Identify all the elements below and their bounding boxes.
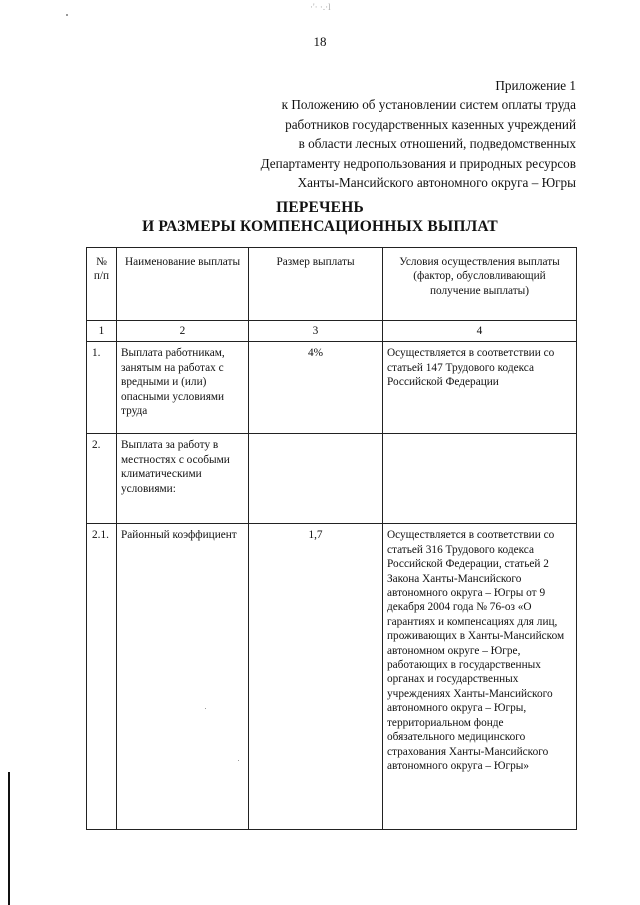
row-conditions: Осуществляется в соответствии со статьей 147 Трудового кодекса Российской Федерации bbox=[383, 342, 577, 434]
appendix-line: Приложение 1 bbox=[495, 78, 576, 93]
appendix-line: в области лесных отношений, подведомственных bbox=[298, 136, 576, 152]
row-conditions bbox=[383, 434, 577, 524]
appendix-header bbox=[156, 76, 576, 192]
row-number: 2.1. bbox=[87, 524, 117, 830]
scan-speck bbox=[238, 760, 239, 761]
table-row bbox=[87, 434, 577, 524]
document-title bbox=[0, 198, 640, 236]
table-row bbox=[87, 342, 577, 434]
row-name: Выплата за работу в местностях с особыми климатическими условиями: bbox=[117, 434, 249, 524]
table-row bbox=[87, 524, 577, 830]
column-number: 2 bbox=[117, 321, 249, 342]
appendix-line: Ханты-Мансийского автономного округа – Югры bbox=[297, 175, 576, 191]
column-number: 3 bbox=[249, 321, 383, 342]
row-size: 4% bbox=[249, 342, 383, 434]
column-numbers-row bbox=[87, 321, 577, 342]
column-number: 1 bbox=[87, 321, 117, 342]
table-header-row bbox=[87, 248, 577, 321]
header-conditions: Условия осуществления выплаты (фактор, обусловливающий получение выплаты) bbox=[383, 248, 577, 321]
scan-artifact: ·'· ·.·l bbox=[310, 2, 331, 12]
row-name: Выплата работникам, занятым на работах с вредными и (или) опасными условиями труда bbox=[117, 342, 249, 434]
scan-speck bbox=[205, 708, 206, 709]
row-conditions: Осуществляется в соответствии со статьей 316 Трудового кодекса Российской Федерации, статьей 2 Закона Ханты-Мансийского автономного округа – Югры от 9 декабря 2004 года № 76-оз «О гарантиях и компенсациях для лиц, проживающих в Ханты-Мансийском автономном округе – Югре, работающих в государственных органах и государственных учреждениях Ханты-Мансийского автономного округа – Югры, территориальном фонде обязательного медицинского страхования Ханты-Мансийского автономного округа – Югры» bbox=[383, 524, 577, 830]
header-name: Наименование выплаты bbox=[117, 248, 249, 321]
compensation-table bbox=[86, 247, 577, 830]
row-size: 1,7 bbox=[249, 524, 383, 830]
page-number: 18 bbox=[313, 34, 327, 49]
appendix-line: к Положению об установлении систем оплаты труда bbox=[281, 97, 576, 113]
appendix-line: работников государственных казенных учреждений bbox=[285, 116, 576, 132]
row-name: Районный коэффициент bbox=[117, 524, 249, 830]
scan-margin-bar bbox=[8, 772, 10, 905]
scan-speck bbox=[66, 14, 68, 16]
header-size: Размер выплаты bbox=[249, 248, 383, 321]
appendix-line: Департаменту недропользования и природных ресурсов bbox=[260, 155, 576, 171]
title-line-1: ПЕРЕЧЕНЬ bbox=[276, 199, 364, 216]
row-size bbox=[249, 434, 383, 524]
row-number: 2. bbox=[87, 434, 117, 524]
header-number: № п/п bbox=[87, 248, 117, 321]
row-number: 1. bbox=[87, 342, 117, 434]
title-line-2: И РАЗМЕРЫ КОМПЕНСАЦИОННЫХ ВЫПЛАТ bbox=[142, 218, 498, 235]
column-number: 4 bbox=[383, 321, 577, 342]
